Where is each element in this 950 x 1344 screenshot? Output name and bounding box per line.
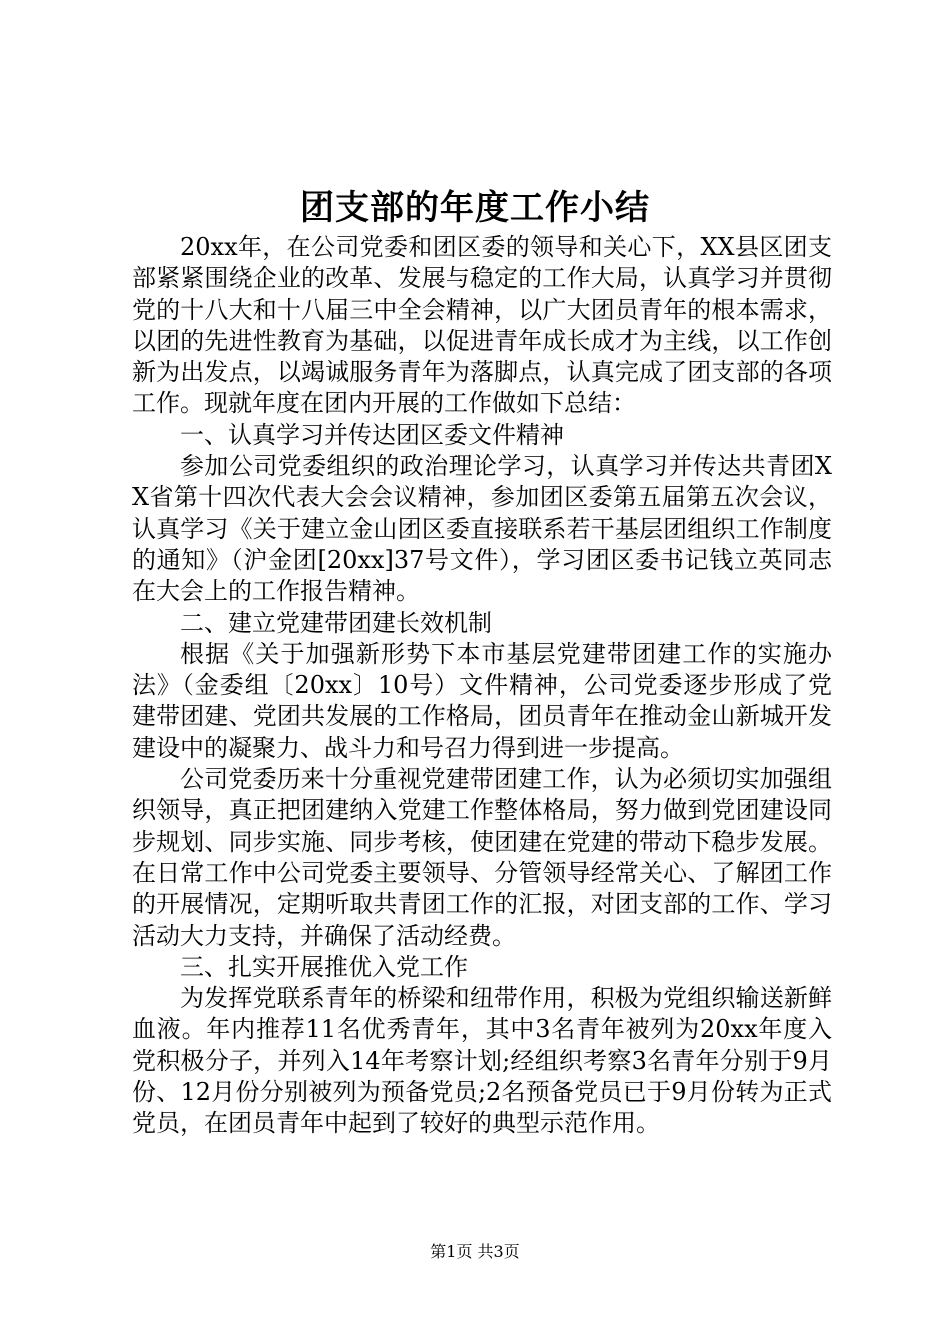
paragraph-section-2a: 根据《关于加强新形势下本市基层党建带团建工作的实施办法》（金委组〔20xx〕10号）文件精神，公司党委逐步形成了党建带团建、党团共发展的工作格局，团员青年在推动金山新城开发建设中的凝聚力、战斗力和号召力得到进一步提高。 [132, 639, 832, 762]
paragraph-section-2b: 公司党委历来十分重视党建带团建工作，认为必须切实加强组织领导，真正把团建纳入党建工作整体格局，努力做到党团建设同步规划、同步实施、同步考核，使团建在党建的带动下稳步发展。在日常工作中公司党委主要领导、分管领导经常关心、了解团工作的开展情况，定期听取共青团工作的汇报，对团支部的工作、学习活动大力支持，并确保了活动经费。 [132, 765, 832, 950]
document-title: 团支部的年度工作小结 [300, 188, 650, 228]
section-heading-1: 一、认真学习并传达团区委文件精神 [180, 420, 564, 449]
page-footer: 第1页 共3页 [430, 1242, 520, 1261]
document-body [132, 232, 832, 1140]
paragraph-section-1: 参加公司党委组织的政治理论学习，认真学习并传达共青团XX省第十四次代表大会会议精神，参加团区委第五届第五次会议，认真学习《关于建立金山团区委直接联系若干基层团组织工作制度的通知》（沪金团[20xx]37号文件），学习团区委书记钱立英同志在大会上的工作报告精神。 [132, 452, 832, 606]
paragraph-intro: 20xx年，在公司党委和团区委的领导和关心下，XX县区团支部紧紧围绕企业的改革、发展与稳定的工作大局，认真学习并贯彻党的十八大和十八届三中全会精神，以广大团员青年的根本需求，以团的先进性教育为基础，以促进青年成长成才为主线，以工作创新为出发点，以竭诚服务青年为落脚点，认真完成了团支部的各项工作。现就年度在团内开展的工作做如下总结： [132, 233, 832, 418]
paragraph-section-3: 为发挥党联系青年的桥梁和纽带作用，积极为党组织输送新鲜血液。年内推荐11名优秀青年，其中3名青年被列为20xx年度入党积极分子，并列入14年考察计划;经组织考察3名青年分别于9月份、12月份分别被列为预备党员;2名预备党员已于9月份转为正式党员，在团员青年中起到了较好的典型示范作用。 [132, 984, 832, 1138]
section-heading-3: 三、扎实开展推优入党工作 [180, 952, 468, 981]
section-heading-2: 二、建立党建带团建长效机制 [180, 608, 492, 637]
